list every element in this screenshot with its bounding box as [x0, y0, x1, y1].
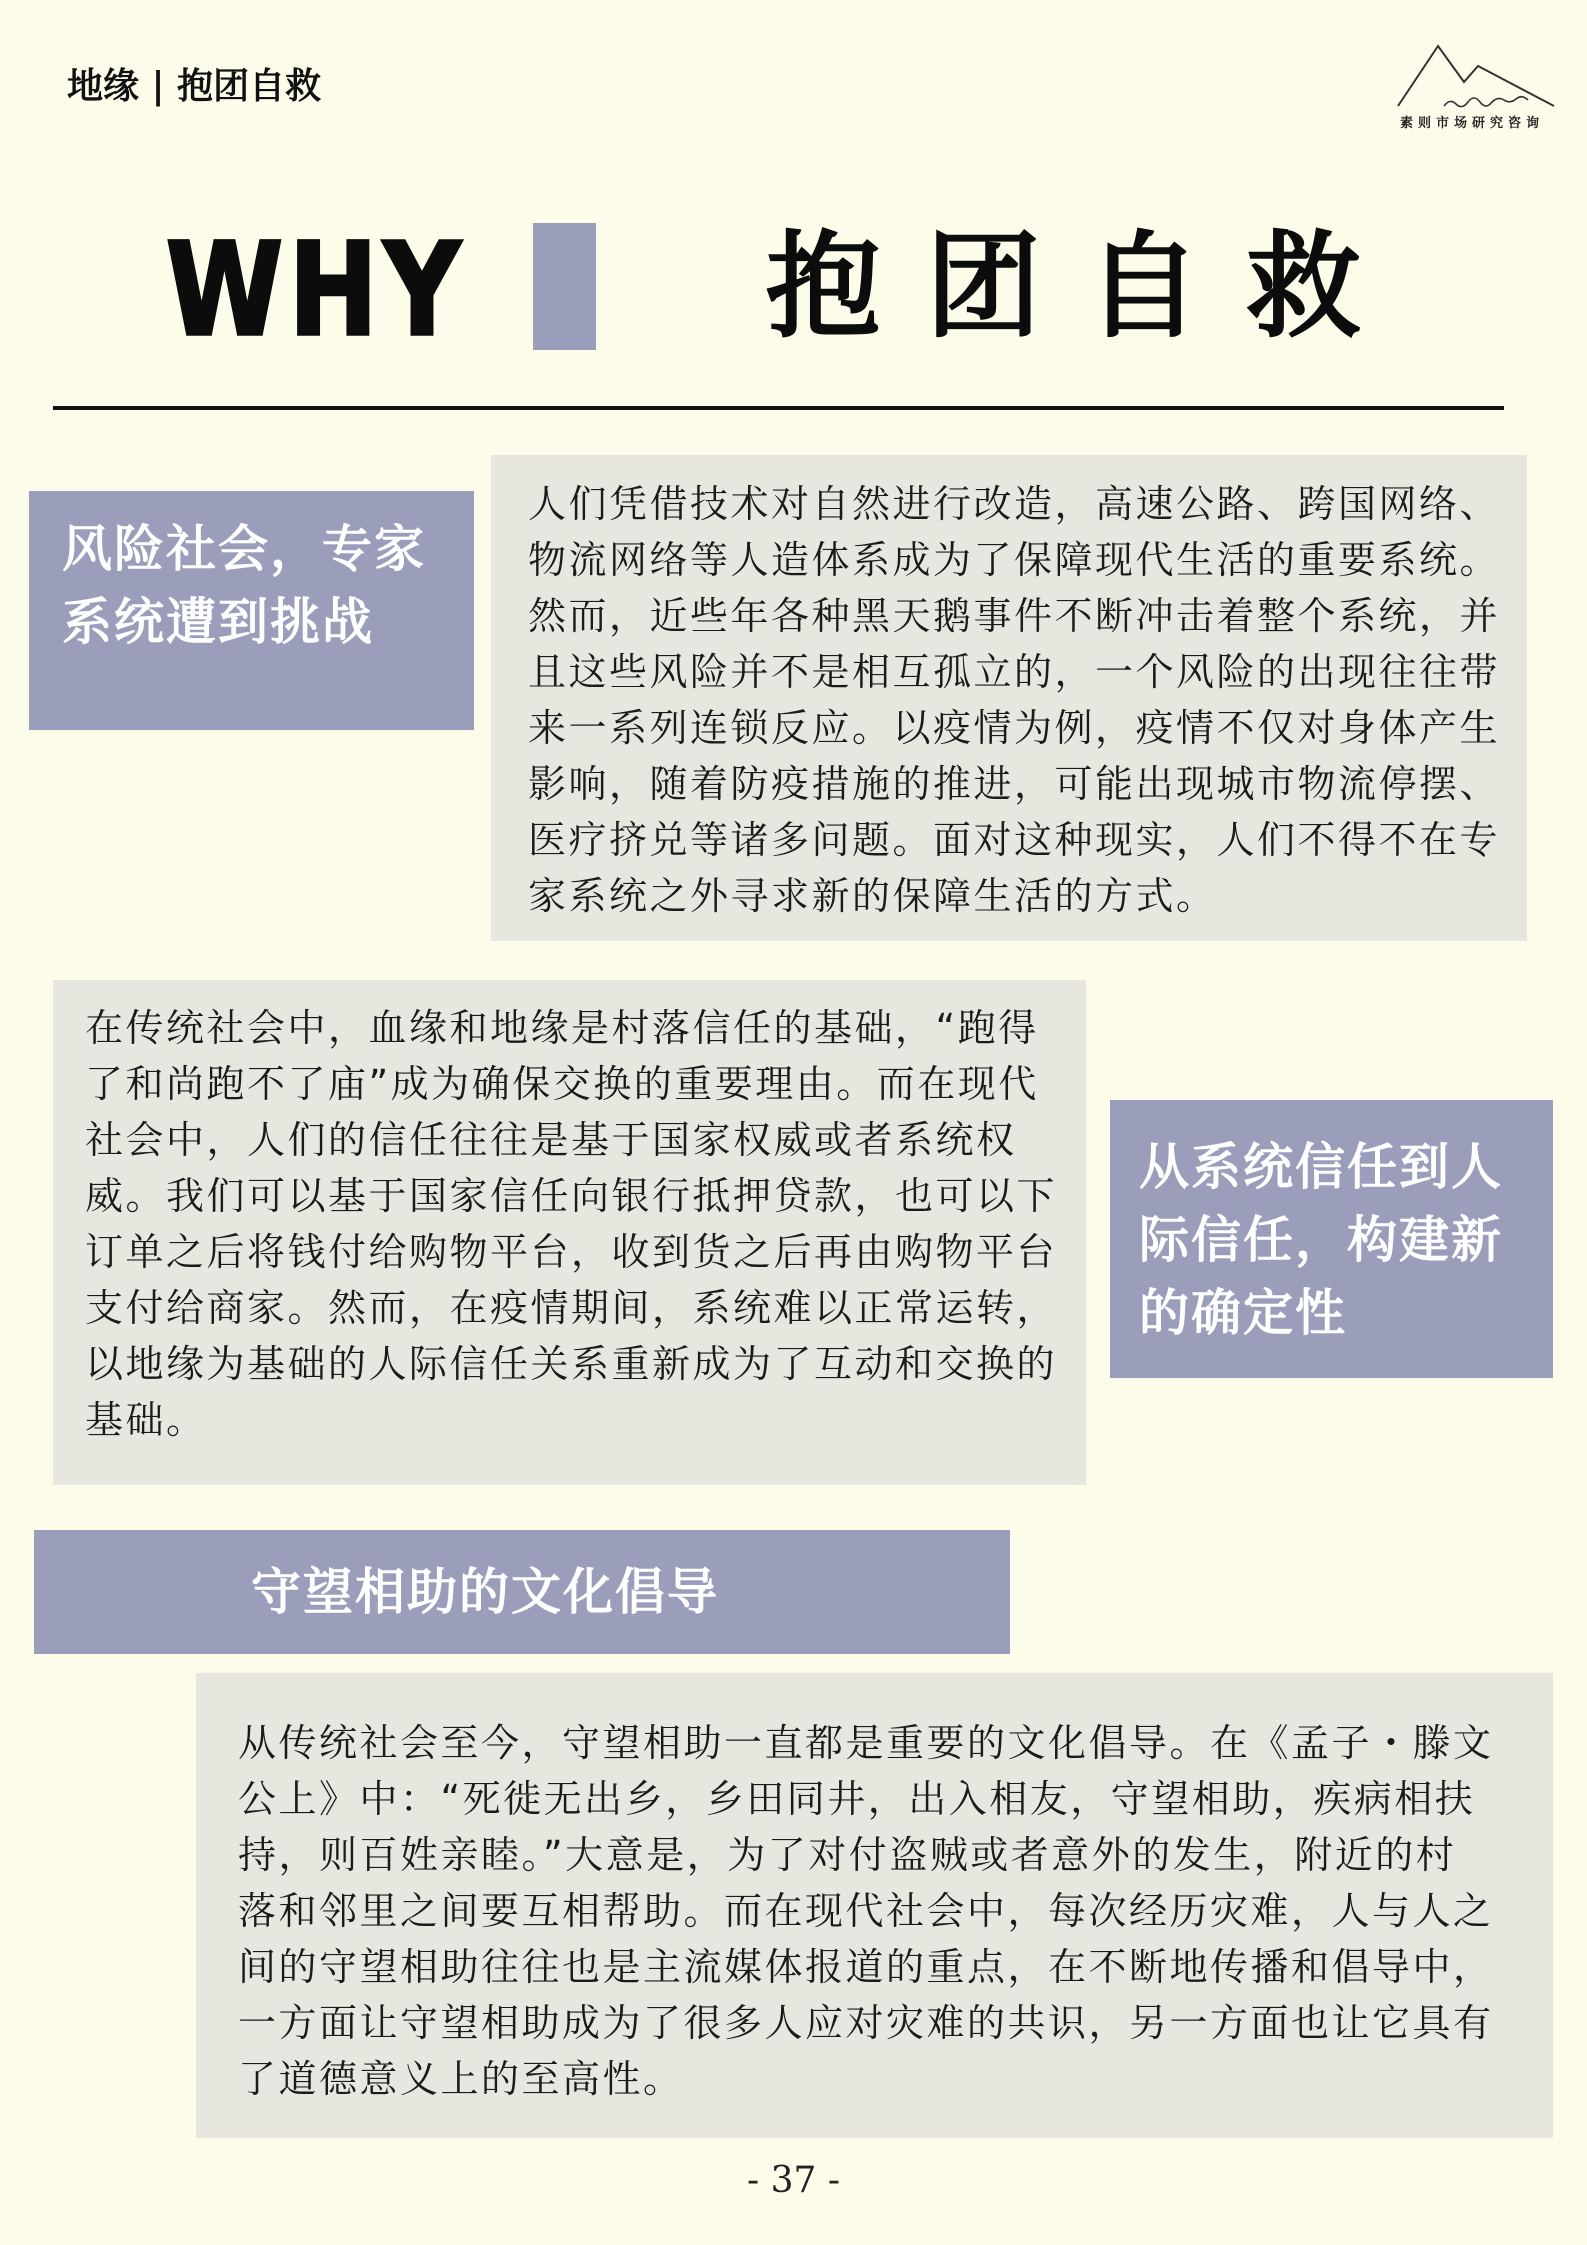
company-logo [1394, 40, 1558, 136]
title-divider [53, 406, 1504, 410]
section-label-trust [1110, 1100, 1553, 1378]
paragraph-line: 间的守望相助往往也是主流媒体报道的重点，在不断地传播和倡导中， [238, 1945, 1494, 1989]
paragraph-line: 以地缘为基础的人际信任关系重新成为了互动和交换的 [85, 1342, 1058, 1386]
paragraph-line: 家系统之外寻求新的保障生活的方式。 [528, 874, 1217, 918]
paragraph-line: 持，则百姓亲睦。”大意是，为了对付盗贼或者意外的发生，附近的村 [238, 1833, 1457, 1877]
paragraph-line: 威。我们可以基于国家信任向银行抵押贷款，也可以下 [85, 1174, 1058, 1218]
paragraph-line: 在传统社会中，血缘和地缘是村落信任的基础，“跑得 [85, 1006, 1039, 1050]
section-label-line: 系统遭到挑战 [62, 592, 374, 651]
text-panel-risk-society [491, 455, 1527, 941]
text-panel-trust [53, 980, 1086, 1485]
paragraph-line: 社会中，人们的信任往往是基于国家权威或者系统权 [85, 1118, 1017, 1162]
paragraph-line: 支付给商家。然而，在疫情期间，系统难以正常运转， [85, 1286, 1058, 1330]
section-banner-mutual-aid [34, 1530, 1010, 1654]
paragraph-line: 落和邻里之间要互相帮助。而在现代社会中，每次经历灾难，人与人之 [238, 1889, 1494, 1933]
paragraph-line: 从传统社会至今，守望相助一直都是重要的文化倡导。在《孟子・滕文 [238, 1721, 1494, 1765]
section-label-line: 际信任，构建新 [1139, 1210, 1503, 1269]
title-main: 抱团自救 [766, 219, 1407, 354]
section-label-line: 的确定性 [1139, 1283, 1347, 1342]
logo-script-mark [1444, 97, 1528, 107]
paragraph-line: 然而，近些年各种黑天鹅事件不断冲击着整个系统，并 [528, 594, 1501, 638]
paragraph-line: 了和尚跑不了庙”成为确保交换的重要理由。而在现代 [85, 1062, 1039, 1106]
title-why: WHY [166, 216, 467, 364]
mountain-logo-icon [1394, 40, 1558, 116]
paragraph-line: 人们凭借技术对自然进行改造，高速公路、跨国网络、 [528, 482, 1501, 526]
section-label-risk-society [29, 491, 474, 730]
paragraph-line: 公上》中：“死徙无出乡，乡田同井，出入相友，守望相助，疾病相扶 [238, 1777, 1476, 1821]
section-label-line: 风险社会，专家 [62, 519, 426, 578]
logo-text: 素则市场研究咨询 [1400, 116, 1545, 131]
title-accent-bar [533, 223, 596, 350]
paragraph-line: 了道德意义上的至高性。 [238, 2057, 684, 2101]
paragraph-line: 订单之后将钱付给购物平台，收到货之后再由购物平台 [85, 1230, 1058, 1274]
paragraph-line: 且这些风险并不是相互孤立的，一个风险的出现往往带 [528, 650, 1501, 694]
section-label-line: 从系统信任到人 [1139, 1137, 1503, 1196]
paragraph-line: 医疗挤兑等诸多问题。面对这种现实，人们不得不在专 [528, 818, 1501, 862]
page-number: - 37 - [746, 2160, 841, 2201]
paragraph-line: 影响，随着防疫措施的推进，可能出现城市物流停摆、 [528, 762, 1501, 806]
paragraph-line: 来一系列连锁反应。以疫情为例，疫情不仅对身体产生 [528, 706, 1501, 750]
paragraph-line: 基础。 [85, 1398, 207, 1442]
paragraph-line: 一方面让守望相助成为了很多人应对灾难的共识，另一方面也让它具有 [238, 2001, 1494, 2045]
text-panel-mutual-aid [196, 1673, 1553, 2138]
section-breadcrumb: 地缘 | 抱团自救 [67, 65, 322, 107]
paragraph-line: 物流网络等人造体系成为了保障现代生活的重要系统。 [528, 538, 1501, 582]
section-banner-text: 守望相助的文化倡导 [251, 1562, 719, 1621]
